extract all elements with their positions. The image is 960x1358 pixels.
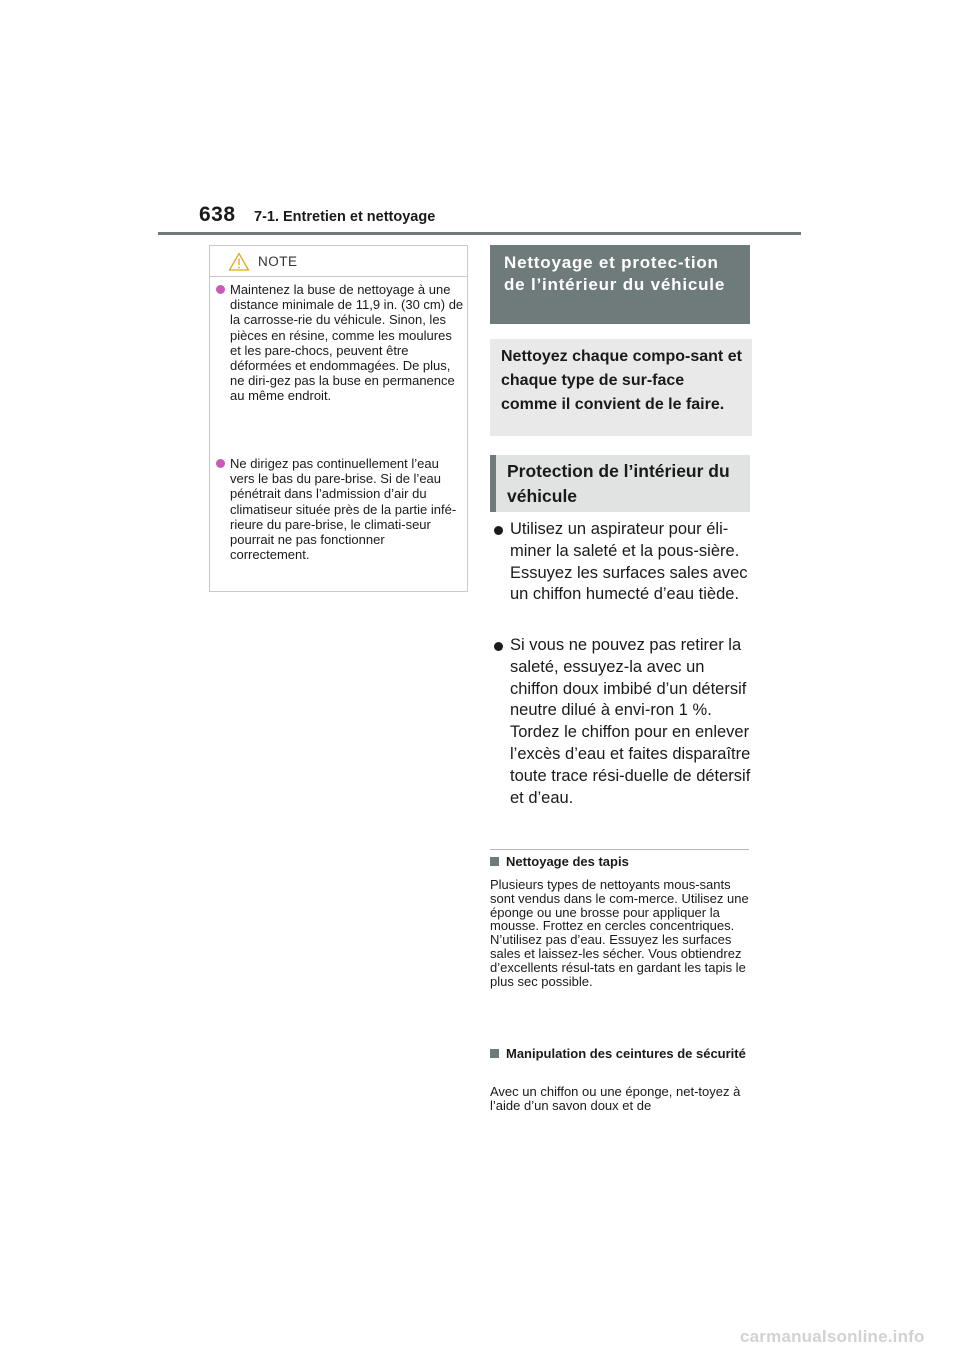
carpets-body: Plusieurs types de nettoyants mous-sants sont vendus dans le com-merce. Utilisez une éponge ou une brosse pour appliquer la mousse. Frottez en cercles concentriques. N’utilisez pas d’eau. Essuyez les surfaces sales et laissez-les sécher. Vous obtiendrez d’excellents résul-tats en gardant les tapis le plus sec possible.: [490, 877, 749, 989]
square-bullet-icon: [490, 1049, 499, 1058]
square-bullet-icon: [490, 857, 499, 866]
bullet-dot-icon: [216, 285, 225, 294]
list-item: [494, 635, 756, 809]
intro-text: Nettoyez chaque compo-sant et chaque type de sur-face comme il convient de le faire.: [490, 339, 752, 436]
note-item-text: Maintenez la buse de nettoyage à une distance minimale de 11,9 in. (30 cm) de la carrosse-rie du véhicule. Sinon, les pièces en résine, comme les moulures et les pare-chocs, peuvent être déformées et endommagées. De plus, ne diri-gez pas la buse en permanence au même endroit.: [230, 282, 464, 404]
carpets-heading-text: Nettoyage des tapis: [506, 854, 629, 869]
page-number: 638: [199, 203, 236, 226]
note-label: NOTE: [258, 254, 298, 269]
watermark: carmanualsonline.info: [740, 1327, 925, 1346]
note-header: [210, 246, 467, 277]
note-item: [216, 282, 464, 404]
header-rule: [158, 232, 801, 235]
belts-heading: [490, 1047, 752, 1061]
bullet-dot-icon: [216, 459, 225, 468]
divider: [490, 849, 749, 850]
carpets-heading: [490, 855, 752, 869]
note-box: [209, 245, 468, 592]
note-item-text: Ne dirigez pas continuellement l’eau vers le bas du pare-brise. Si de l’eau pénétrait dans l’admission d’air du climatiseur située près de la partie infé-rieure du pare-brise, le climati-seur pourrait ne pas fonctionner correctement.: [230, 456, 457, 563]
warning-triangle-icon: [228, 252, 250, 276]
belts-body: Avec un chiffon ou une éponge, net-toyez à l’aide d’un savon doux et de: [490, 1084, 741, 1113]
section-title: 7-1. Entretien et nettoyage: [254, 209, 436, 225]
list-item-text: Utilisez un aspirateur pour éli-miner la saleté et la pous-sière. Essuyez les surfaces sales avec un chiffon humecté d’eau tiède.: [510, 520, 748, 604]
note-item: [216, 456, 464, 562]
bullet-dot-icon: [494, 526, 503, 535]
main-heading: Nettoyage et protec-tion de l’intérieur du véhicule: [490, 245, 750, 324]
list-item: [494, 519, 756, 606]
bullet-dot-icon: [494, 642, 503, 651]
sub-heading: Protection de l’intérieur du véhicule: [490, 455, 750, 512]
list-item-text: Si vous ne pouvez pas retirer la saleté, essuyez-la avec un chiffon doux imbibé d’un détersif neutre dilué à envi-ron 1 %. Tordez le chiffon pour en enlever l’excès d’eau et faites disparaître toute trace rési-duelle de détersif et d’eau.: [510, 636, 751, 807]
belts-heading-text: Manipulation des ceintures de sécurité: [506, 1046, 746, 1061]
